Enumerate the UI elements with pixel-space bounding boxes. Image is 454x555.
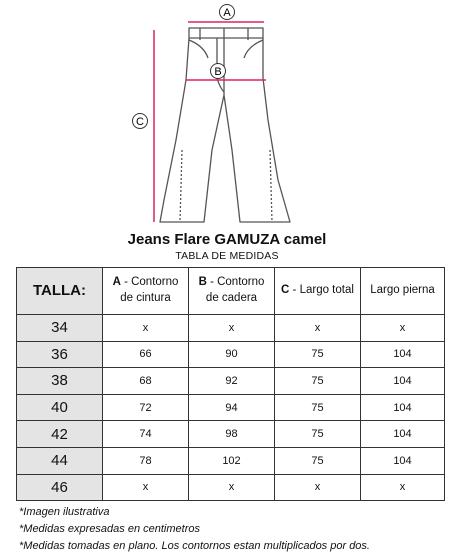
cell-talla: 46 — [17, 474, 103, 501]
cell-cadera: x — [189, 474, 275, 501]
header-contorno-cadera: B - Contorno de cadera — [189, 268, 275, 315]
cell-talla: 36 — [17, 341, 103, 368]
table-row — [17, 394, 445, 421]
cell-largo-total: 75 — [275, 394, 361, 421]
cell-largo-total: x — [275, 315, 361, 342]
table-row — [17, 447, 445, 474]
cell-largo-pierna: 104 — [361, 394, 445, 421]
cell-largo-pierna: 104 — [361, 368, 445, 395]
header-contorno-cintura: A - Contorno de cintura — [103, 268, 189, 315]
cell-talla: 38 — [17, 368, 103, 395]
table-row — [17, 341, 445, 368]
cell-largo-total: 75 — [275, 341, 361, 368]
table-header-row — [17, 268, 445, 315]
cell-talla: 40 — [17, 394, 103, 421]
header-talla: TALLA: — [17, 268, 103, 315]
cell-talla: 34 — [17, 315, 103, 342]
note-item: *Imagen ilustrativa — [19, 506, 110, 518]
cell-largo-total: x — [275, 474, 361, 501]
cell-cadera: 94 — [189, 394, 275, 421]
cell-cintura: x — [103, 315, 189, 342]
cell-cintura: 72 — [103, 394, 189, 421]
cell-talla: 42 — [17, 421, 103, 448]
marker-c: C — [136, 116, 144, 128]
cell-cintura: x — [103, 474, 189, 501]
cell-largo-pierna: x — [361, 315, 445, 342]
cell-cintura: 68 — [103, 368, 189, 395]
table-row — [17, 315, 445, 342]
product-title: Jeans Flare GAMUZA camel — [127, 231, 327, 248]
cell-cadera: 98 — [189, 421, 275, 448]
pants-measurement-diagram — [120, 0, 320, 230]
table-row — [17, 474, 445, 501]
cell-largo-pierna: 104 — [361, 447, 445, 474]
cell-largo-total: 75 — [275, 368, 361, 395]
header-largo-pierna: Largo pierna — [361, 268, 445, 315]
cell-largo-pierna: 104 — [361, 421, 445, 448]
table-row — [17, 368, 445, 395]
cell-cintura: 66 — [103, 341, 189, 368]
table-row — [17, 421, 445, 448]
cell-cintura: 78 — [103, 447, 189, 474]
cell-talla: 44 — [17, 447, 103, 474]
pants-outline-icon — [160, 28, 290, 222]
cell-largo-total: 75 — [275, 447, 361, 474]
note-item: *Medidas expresadas en centimetros — [19, 523, 200, 535]
notes-list — [19, 504, 370, 555]
cell-largo-pierna: x — [361, 474, 445, 501]
cell-largo-total: 75 — [275, 421, 361, 448]
table-subtitle: TABLA DE MEDIDAS — [175, 250, 279, 262]
cell-cadera: 102 — [189, 447, 275, 474]
cell-cadera: 92 — [189, 368, 275, 395]
header-largo-total: C - Largo total — [275, 268, 361, 315]
marker-b: B — [214, 66, 222, 78]
cell-cadera: 90 — [189, 341, 275, 368]
size-table — [16, 267, 445, 501]
cell-largo-pierna: 104 — [361, 341, 445, 368]
marker-a: A — [223, 7, 231, 19]
cell-cintura: 74 — [103, 421, 189, 448]
note-item: *Medidas tomadas en plano. Los contornos estan multiplicados por dos. — [19, 540, 370, 552]
cell-cadera: x — [189, 315, 275, 342]
